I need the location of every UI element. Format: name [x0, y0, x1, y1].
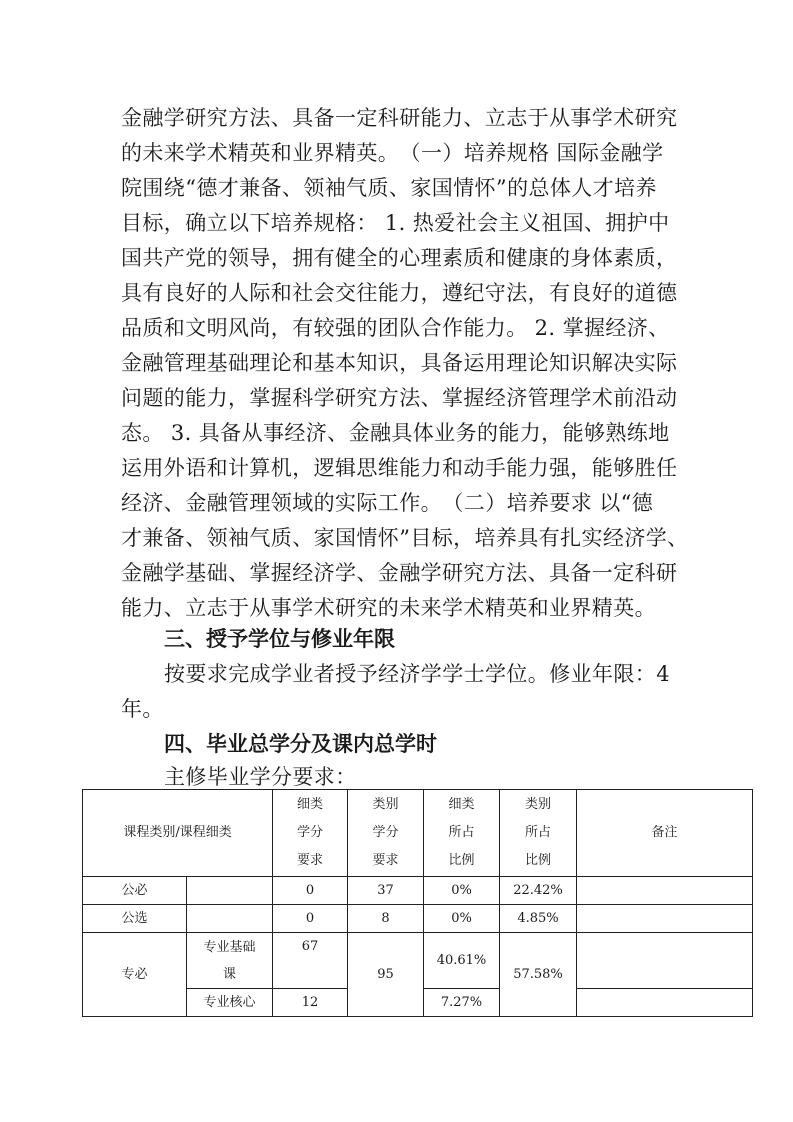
paragraph-line: 态。 3. 具备从事经济、金融具体业务的能力，能够熟练地	[121, 421, 670, 445]
cell-sub-credits: 0	[273, 877, 348, 905]
paragraph-line: 才兼备、领袖气质、家国情怀”目标，培养具有扎实经济学、	[121, 526, 689, 550]
paragraph-line: 金融学研究方法、具备一定科研能力、立志于从事学术研究	[121, 106, 678, 130]
cell-subcategory: 专业基础 课	[187, 933, 273, 989]
cell-category: 专必	[83, 933, 187, 1017]
credits-intro: 主修毕业学分要求：	[164, 765, 357, 789]
cell-cat-ratio: 57.58%	[500, 933, 577, 1017]
cell-category: 公选	[83, 905, 187, 933]
paragraph-line: 问题的能力，掌握科学研究方法、掌握经济管理学术前沿动	[121, 386, 678, 410]
cell-cat-credits: 37	[348, 877, 424, 905]
table-row	[83, 905, 753, 933]
paragraph-line: 国共产党的领导，拥有健全的心理素质和健康的身体素质，	[121, 246, 678, 270]
credit-requirements-table	[82, 789, 753, 1017]
cell-remarks	[577, 989, 753, 1017]
degree-text-line: 按要求完成学业者授予经济学学士学位。修业年限：4	[164, 662, 670, 686]
cell-subcategory	[187, 877, 273, 905]
paragraph-line: 金融学基础、掌握经济学、金融学研究方法、具备一定科研	[121, 561, 678, 585]
paragraph-line: 运用外语和计算机，逻辑思维能力和动手能力强，能够胜任	[121, 456, 678, 480]
paragraph-line: 经济、金融管理领域的实际工作。 （二）培养要求 以“德	[121, 491, 654, 515]
cell-sub-ratio: 7.27%	[424, 989, 500, 1017]
cell-subcategory: 专业核心	[187, 989, 273, 1017]
paragraph-line: 目标，确立以下培养规格： 1. 热爱社会主义祖国、拥护中	[121, 211, 670, 235]
cell-sub-ratio: 0%	[424, 905, 500, 933]
header-remarks: 备注	[577, 790, 753, 877]
table-row	[83, 877, 753, 905]
cell-sub-credits: 12	[273, 989, 348, 1017]
header-cat-credits: 类别 学分 要求	[348, 790, 424, 877]
paragraph-line: 的未来学术精英和业界精英。 （一）培养规格 国际金融学	[121, 141, 664, 165]
cell-sub-ratio: 0%	[424, 877, 500, 905]
cell-cat-ratio: 4.85%	[500, 905, 577, 933]
paragraph-line: 能力、立志于从事学术研究的未来学术精英和业界精英。	[121, 596, 656, 620]
section-heading-credits: 四、毕业总学分及课内总学时	[164, 732, 437, 756]
table-header-row	[83, 790, 753, 877]
paragraph-line: 院围绕“德才兼备、领袖气质、家国情怀”的总体人才培养	[121, 176, 657, 200]
cell-cat-credits: 95	[348, 933, 424, 1017]
paragraph-line: 金融管理基础理论和基本知识，具备运用理论知识解决实际	[121, 351, 678, 375]
degree-text-line: 年。	[121, 697, 164, 721]
cell-cat-credits: 8	[348, 905, 424, 933]
cell-remarks	[577, 905, 753, 933]
cell-sub-credits: 0	[273, 905, 348, 933]
header-sub-credits: 细类 学分 要求	[273, 790, 348, 877]
cell-cat-ratio: 22.42%	[500, 877, 577, 905]
cell-category: 公必	[83, 877, 187, 905]
header-sub-ratio: 细类 所占 比例	[424, 790, 500, 877]
cell-remarks	[577, 933, 753, 989]
table-row	[83, 933, 753, 989]
header-cat-ratio: 类别 所占 比例	[500, 790, 577, 877]
cell-remarks	[577, 877, 753, 905]
cell-subcategory	[187, 905, 273, 933]
cell-sub-credits: 67	[273, 933, 348, 989]
header-category: 课程类别/课程细类	[83, 790, 273, 877]
section-heading-degree: 三、授予学位与修业年限	[164, 627, 395, 651]
paragraph-line: 具有良好的人际和社会交往能力，遵纪守法，有良好的道德	[121, 281, 678, 305]
paragraph-line: 品质和文明风尚，有较强的团队合作能力。 2. 掌握经济、	[121, 316, 670, 340]
cell-sub-ratio: 40.61%	[424, 933, 500, 989]
